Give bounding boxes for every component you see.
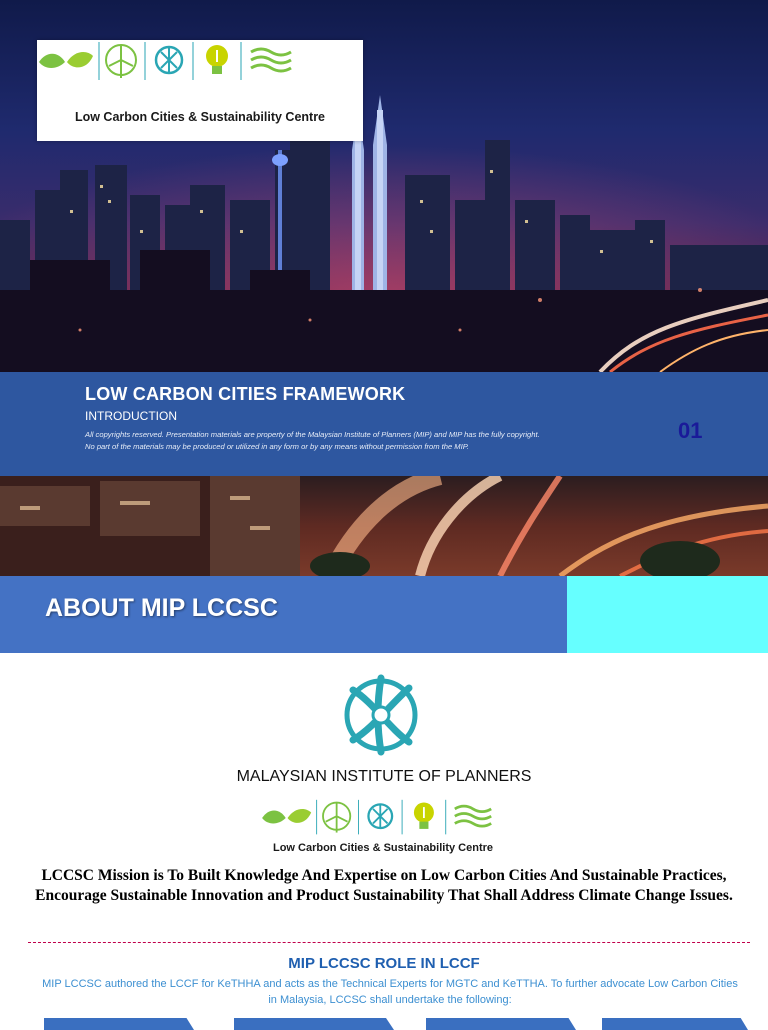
lccsc-logo-icons-small — [253, 798, 513, 838]
highway-illustration — [0, 476, 768, 576]
wind-turbine-icon — [323, 803, 350, 833]
institute-name: MALAYSIAN INSTITUTE OF PLANNERS — [236, 768, 532, 785]
water-waves-icon — [251, 49, 291, 71]
mip-emblem-icon — [156, 47, 182, 73]
role-description: MIP LCCSC authored the LCCF for KeTHHA and acts as the Technical Experts for MGTC and KeTTHA. To further advocate Low Carbon Cities in Malaysia, LCCSC shall undertake the following: — [42, 978, 738, 1006]
copyright-line-2: No part of the materials may be produced or utilized in any form or by any means without permission from the MIP. — [85, 442, 469, 451]
page-number: 01 — [678, 418, 703, 443]
lccsc-logo-small — [253, 798, 513, 860]
logo-caption: Low Carbon Cities & Sustainability Centre — [74, 110, 326, 124]
about-heading: ABOUT MIP LCCSC — [45, 594, 278, 622]
lccsc-logo-icons — [37, 40, 307, 84]
light-bulb-icon — [414, 803, 434, 829]
water-waves-icon — [455, 806, 491, 826]
framework-subtitle: INTRODUCTION — [85, 409, 177, 423]
mip-emblem-icon — [368, 804, 392, 828]
highway-image — [0, 476, 768, 576]
role-heading: MIP LCCSC ROLE IN LCCF — [288, 955, 480, 972]
step-arrow-4 — [602, 1018, 748, 1030]
step-arrow-3 — [426, 1018, 576, 1030]
copyright-notice — [85, 429, 645, 453]
about-header-band — [0, 576, 567, 653]
lccsc-logo-card — [37, 40, 363, 141]
section-divider — [28, 942, 750, 943]
leaf-icon — [39, 52, 93, 68]
logo-caption-small: Low Carbon Cities & Sustainability Centre — [272, 842, 494, 854]
copyright-line-1: All copyrights reserved. Presentation materials are property of the Malaysian Institute of Planners (MIP) and MIP has the fully copyright. — [85, 430, 540, 439]
step-arrow-1 — [44, 1018, 194, 1030]
mip-emblem-icon — [333, 672, 433, 762]
light-bulb-icon — [206, 45, 228, 74]
leaf-icon — [262, 809, 311, 823]
step-arrow-2 — [234, 1018, 394, 1030]
hero-city-image — [0, 0, 768, 372]
framework-title-band — [0, 372, 768, 476]
wind-turbine-icon — [106, 45, 136, 78]
about-accent-block — [567, 576, 768, 653]
framework-title: LOW CARBON CITIES FRAMEWORK — [85, 384, 406, 404]
mission-statement: LCCSC Mission is To Built Knowledge And Expertise on Low Carbon Cities And Sustainable Practices, Encourage Sustainable Innovation and Product Sustainability That Shall Address Climate Change Issues. — [35, 867, 733, 904]
